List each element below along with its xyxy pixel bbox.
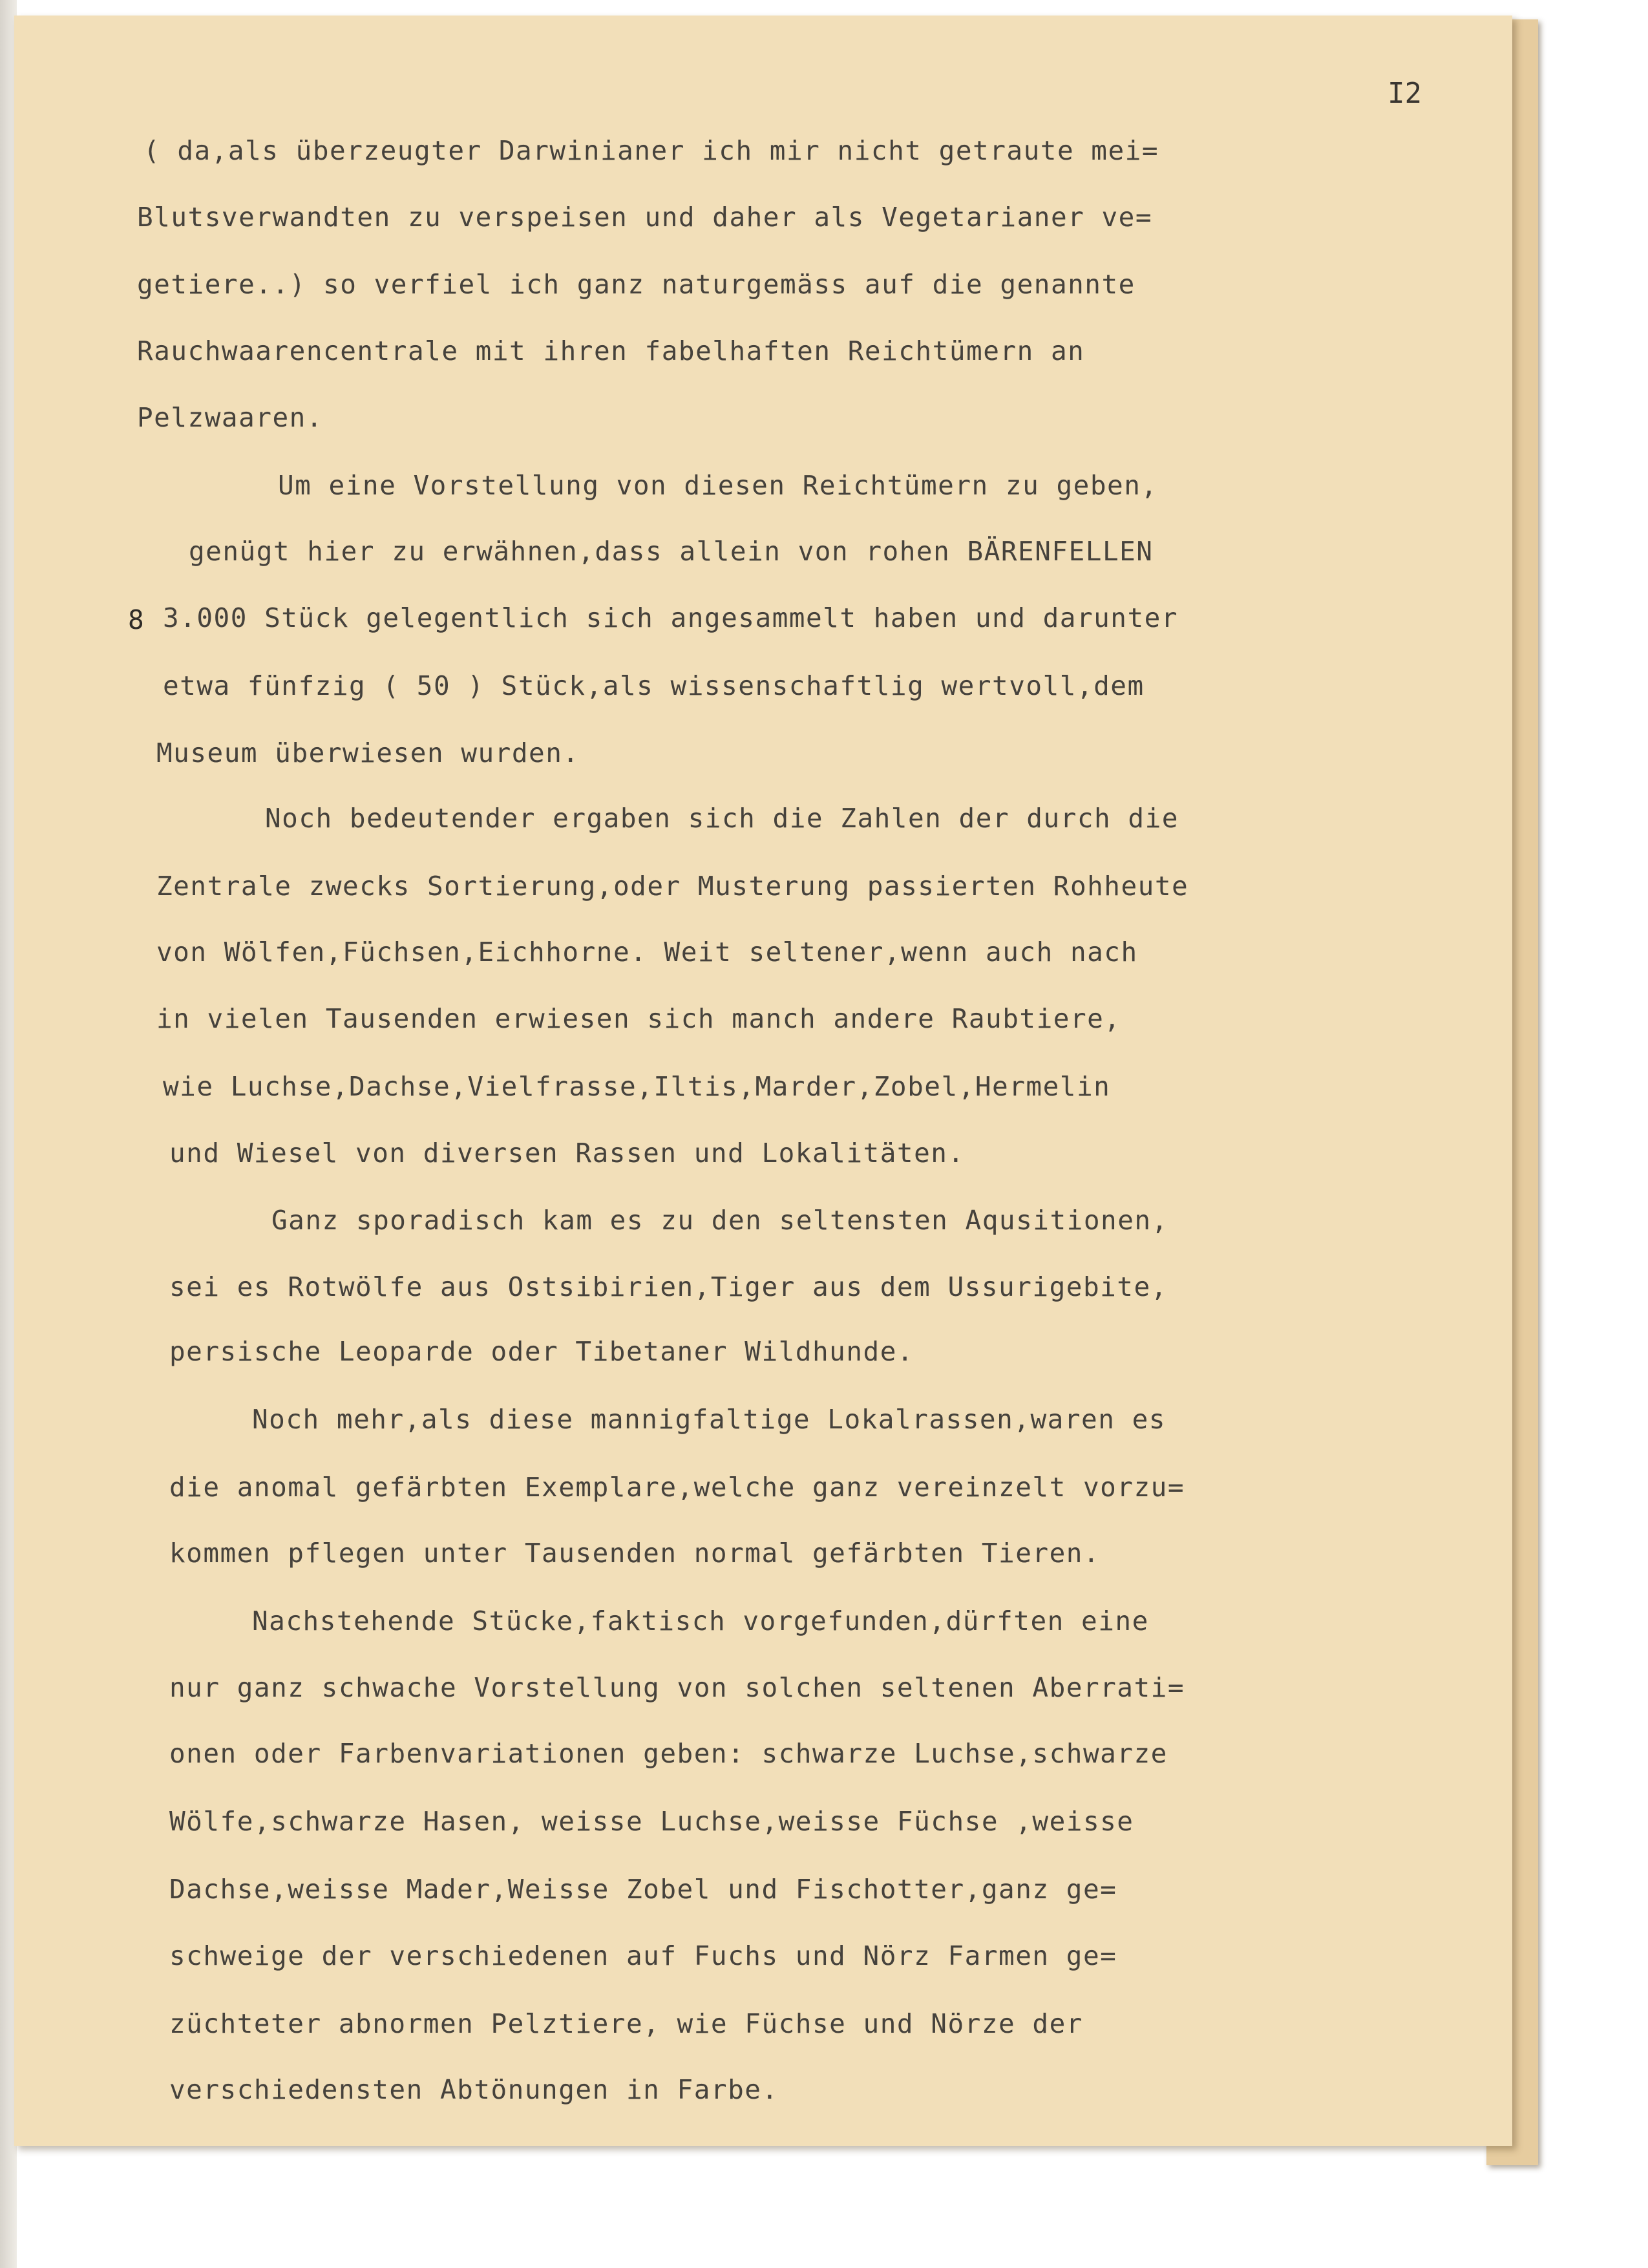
text-line: Noch mehr,als diese mannigfaltige Lokalrassen,waren es — [252, 1404, 1166, 1435]
text-line: Rauchwaarencentrale mit ihren fabelhaften Reichtümern an — [137, 335, 1085, 366]
text-line: Zentrale zwecks Sortierung,oder Musterung passierten Rohheute — [156, 871, 1189, 902]
text-line: in vielen Tausenden erwiesen sich manch andere Raubtiere, — [156, 1003, 1121, 1034]
margin-correction: 8 — [128, 604, 144, 635]
text-line: Noch bedeutender ergaben sich die Zahlen der durch die — [265, 803, 1179, 834]
text-line: Wölfe,schwarze Hasen, weisse Luchse,weisse Füchse ,weisse — [169, 1806, 1134, 1837]
text-line: kommen pflegen unter Tausenden normal gefärbten Tieren. — [169, 1538, 1101, 1569]
text-line: Blutsverwandten zu verspeisen und daher als Vegetarianer ve= — [137, 202, 1153, 233]
text-line: ( da,als überzeugter Darwinianer ich mir nicht getraute mei= — [143, 135, 1159, 166]
text-line: Nachstehende Stücke,faktisch vorgefunden,dürften eine — [252, 1606, 1149, 1637]
text-line: schweige der verschiedenen auf Fuchs und Nörz Farmen ge= — [169, 1940, 1117, 1971]
text-line: Um eine Vorstellung von diesen Reichtümern zu geben, — [278, 470, 1158, 501]
text-line: persische Leoparde oder Tibetaner Wildhunde. — [169, 1336, 914, 1367]
text-line: etwa fünfzig ( 50 ) Stück,als wissenschaftlig wertvoll,dem — [163, 670, 1145, 701]
text-line: nur ganz schwache Vorstellung von solchen seltenen Aberrati= — [169, 1672, 1185, 1703]
text-line: von Wölfen,Füchsen,Eichhorne. Weit seltener,wenn auch nach — [156, 937, 1138, 968]
text-line: Museum überwiesen wurden. — [156, 737, 580, 768]
text-line: sei es Rotwölfe aus Ostsibirien,Tiger aus dem Ussurigebite, — [169, 1271, 1168, 1302]
text-line: 3.000 Stück gelegentlich sich angesammelt haben und darunter — [163, 602, 1179, 633]
text-line: getiere..) so verfiel ich ganz naturgemäss auf die genannte — [137, 269, 1136, 300]
text-line: Dachse,weisse Mader,Weisse Zobel und Fischotter,ganz ge= — [169, 1874, 1117, 1905]
text-line: Pelzwaaren. — [137, 402, 324, 433]
text-line: genügt hier zu erwähnen,dass allein von rohen BÄRENFELLEN — [189, 536, 1154, 567]
text-line: züchteter abnormen Pelztiere, wie Füchse und Nörze der — [169, 2008, 1083, 2039]
text-line: und Wiesel von diversen Rassen und Lokalitäten. — [169, 1138, 965, 1169]
text-line: verschiedensten Abtönungen in Farbe. — [169, 2074, 779, 2105]
text-line: wie Luchse,Dachse,Vielfrasse,Iltis,Marder,Zobel,Hermelin — [163, 1071, 1111, 1102]
text-line: Ganz sporadisch kam es zu den seltensten Aqusitionen, — [271, 1205, 1168, 1236]
text-line: onen oder Farbenvariationen geben: schwarze Luchse,schwarze — [169, 1738, 1168, 1769]
page-number: I2 — [1388, 77, 1422, 110]
text-line: die anomal gefärbten Exemplare,welche ganz vereinzelt vorzu= — [169, 1472, 1185, 1503]
